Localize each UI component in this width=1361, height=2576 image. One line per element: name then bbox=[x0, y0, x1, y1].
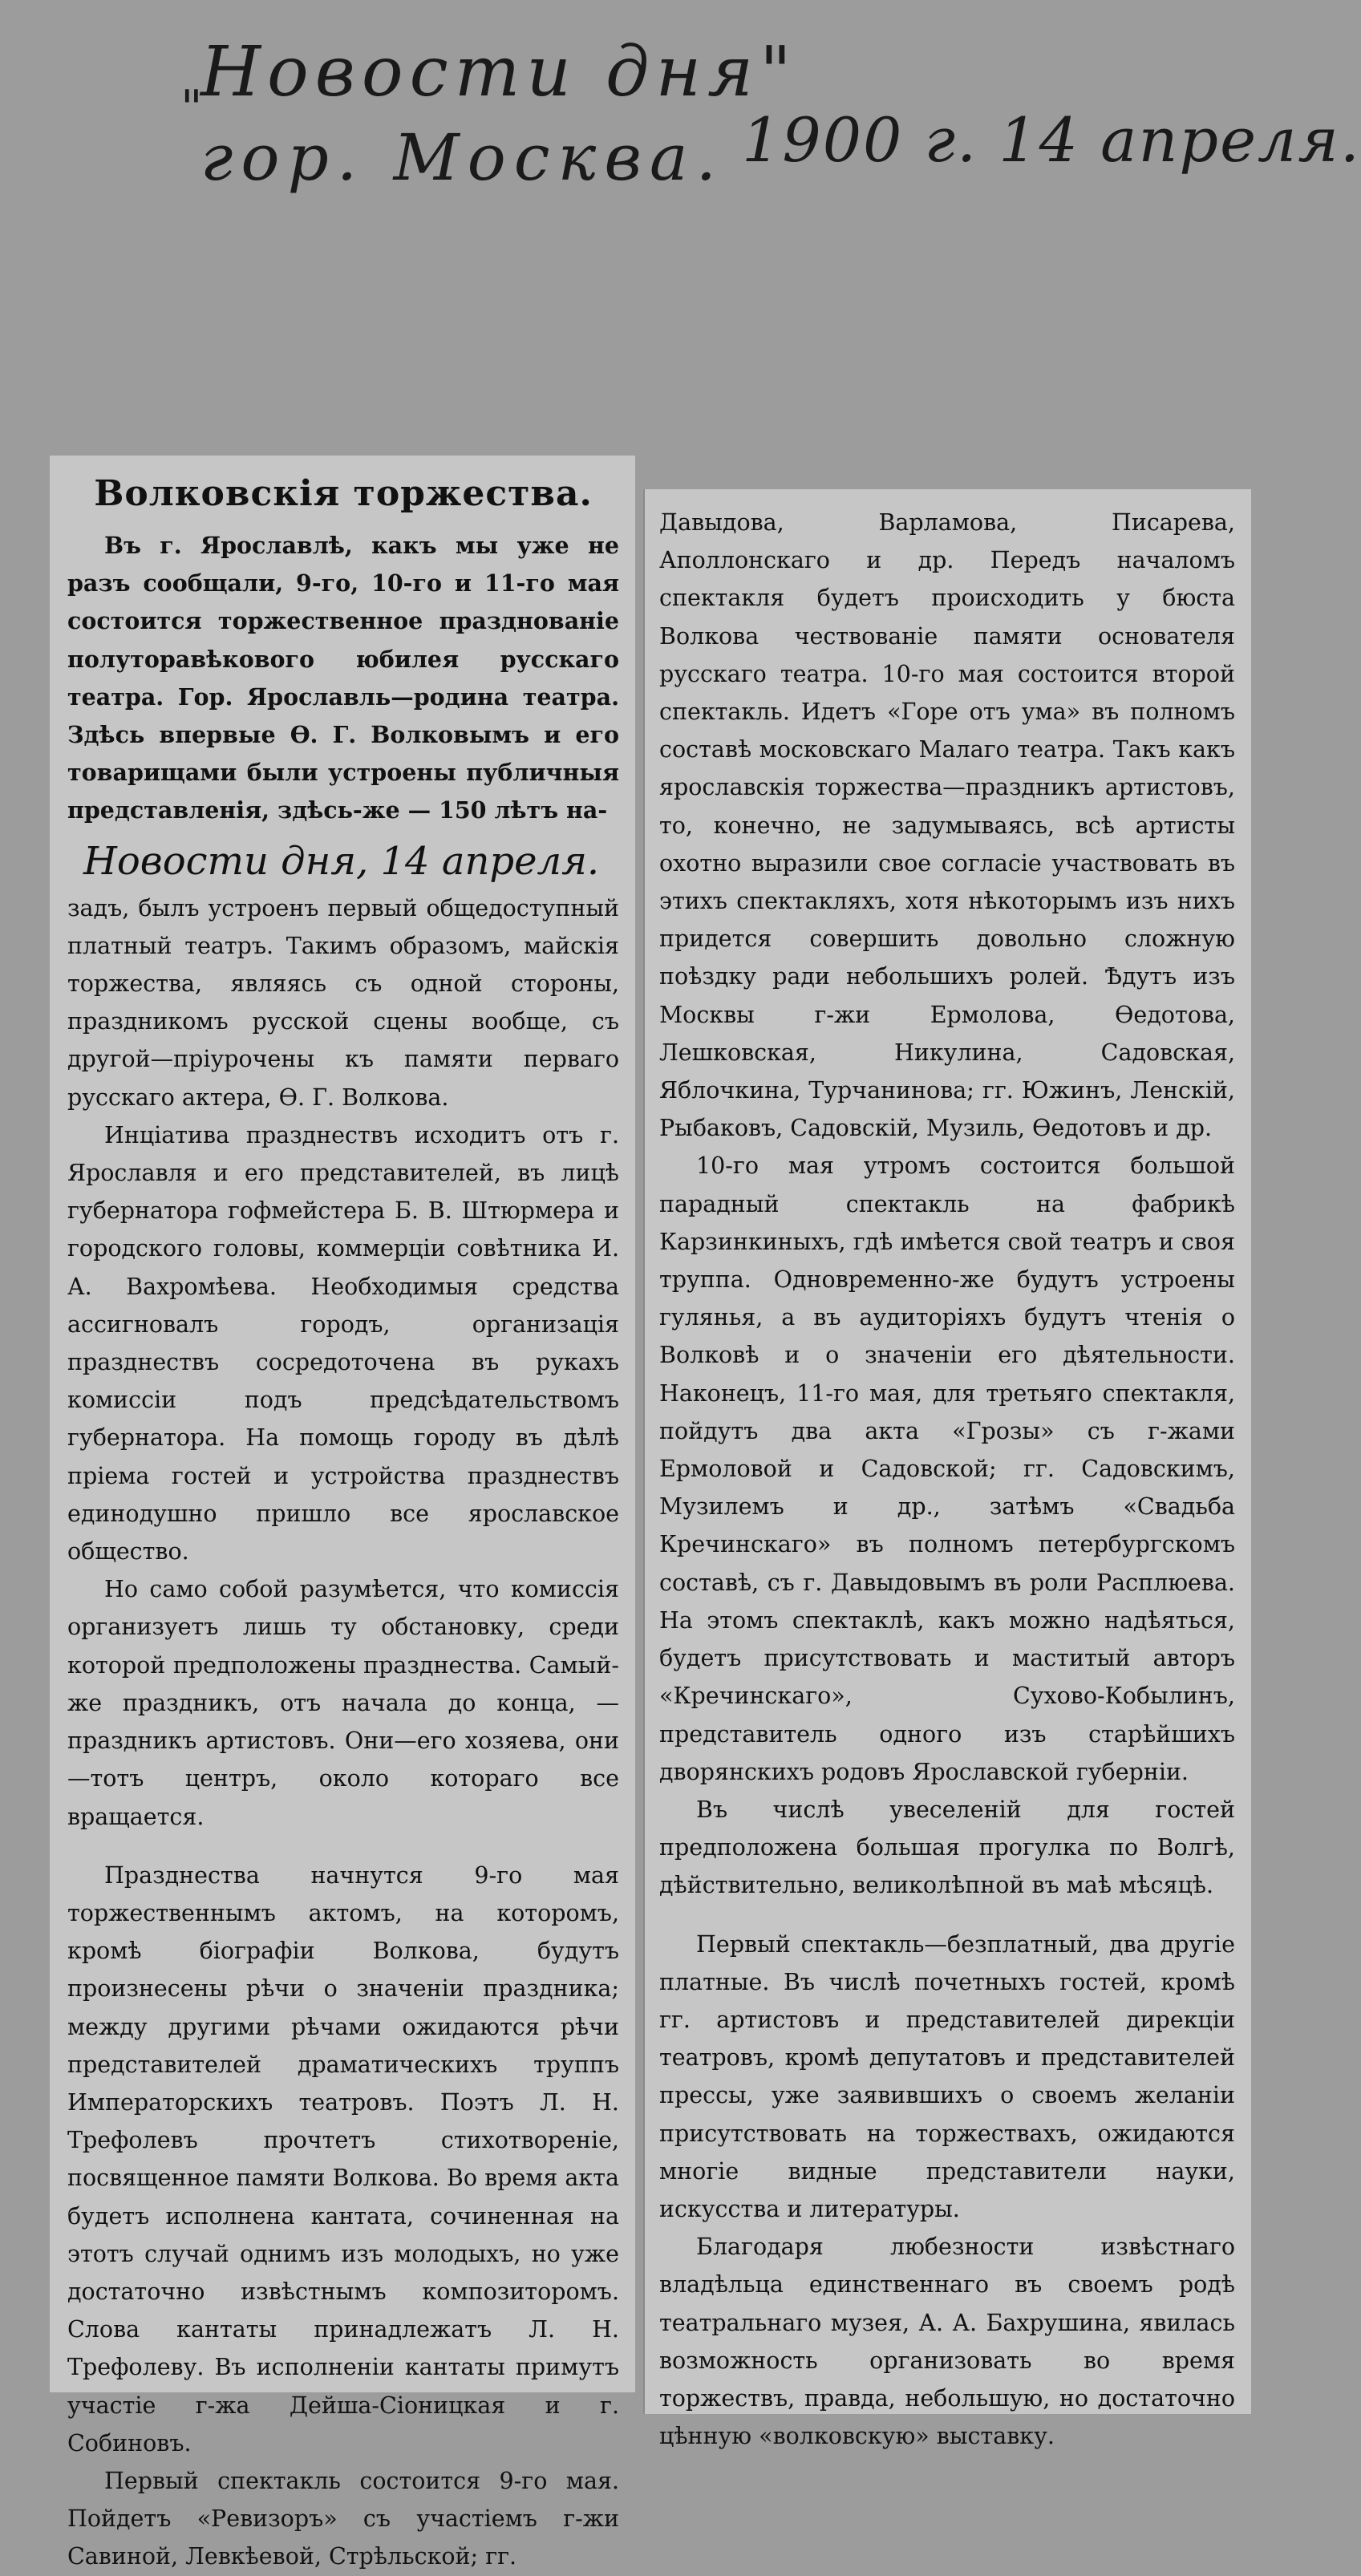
handwritten-date: 1900 г. 14 апреля. bbox=[742, 104, 1361, 176]
paragraph-left-5: Празднества начнутся 9-го мая торжественнымъ актомъ, на которомъ, кромѣ біографіи Волкова, будутъ произнесены рѣчи о значеніи праздника; между другими рѣчами ожидаются рѣчи представителей драматическихъ труппъ Императорскихъ театровъ. Поэтъ Л. Н. Трефолевъ прочтетъ стихотвореніе, посвященное памяти Волкова. Во время акта будетъ исполнена кантата, сочиненная на этотъ случай однимъ изъ молодыхъ, но уже достаточно извѣстнымъ композиторомъ. Слова кантаты принадлежатъ Л. Н. Трефолеву. Въ исполненіи кантаты примутъ участіе г-жа Дейша-Сіоницкая и г. Собиновъ. bbox=[67, 1861, 619, 2457]
paragraph-left-2: задъ, былъ устроенъ первый общедоступный платный театръ. Такимъ образомъ, майскія торжества, являясь съ одной стороны, праздникомъ русской сцены вообще, съ другой—пріурочены къ памяти перваго русскаго актера, Ѳ. Г. Волкова. bbox=[67, 894, 619, 1111]
handwritten-inline-note: Новости дня, 14 апреля. bbox=[83, 838, 600, 884]
clipping-left-column bbox=[50, 456, 635, 2570]
paragraph-intro: Въ г. Ярославлѣ, какъ мы уже не разъ сообщали, 9-го, 10-го и 11-го мая состоится торжественное празднованіе полуторавѣкового юбилея русскаго театра. Гор. Ярославль—родина театра. Здѣсь впервые Ѳ. Г. Волковымъ и его товарищами были устроены публичныя представленія, здѣсь-же — 150 лѣтъ на- bbox=[67, 532, 619, 824]
paragraph-right-4: Первый спектакль—безплатный, два другіе платные. Въ числѣ почетныхъ гостей, кромѣ гг. артистовъ и представителей дирекціи театровъ, кромѣ депутатовъ и представителей прессы, уже заявившихъ о своемъ желаніи присутствовать на торжествахъ, ожидаются многіе видные представители науки, искусства и литературы. bbox=[659, 1930, 1235, 2222]
clipping-right-column bbox=[643, 489, 1251, 2450]
handwritten-city: гор. Москва. bbox=[201, 120, 725, 195]
paragraph-right-3: Въ числѣ увеселеній для гостей предположена большая прогулка по Волгѣ, дѣйствительно, великолѣпной въ маѣ мѣсяцѣ. bbox=[659, 1796, 1235, 1899]
paragraph-left-4: Но само собой разумѣется, что комиссія организуетъ лишь ту обстановку, среди которой предположены празднества. Самый-же праздникъ, отъ начала до конца, —праздникъ артистовъ. Они—его хозяева, они—тотъ центръ, около котораго все вращается. bbox=[67, 1576, 619, 1830]
article-title: Волковскія торжества. bbox=[94, 473, 593, 514]
handwritten-newspaper-title: Новости дня" bbox=[201, 32, 798, 112]
paragraph-left-6: Первый спектакль состоится 9-го мая. Пойдетъ «Ревизоръ» съ участіемъ г-жи Савиной, Левкѣевой, Стрѣльской; гг. bbox=[67, 2467, 619, 2570]
paragraph-right-1: Давыдова, Варламова, Писарева, Аполлонскаго и др. Передъ началомъ спектакля будетъ происходить у бюста Волкова чествованіе памяти основателя русскаго театра. 10-го мая состоится второй спектакль. Идетъ «Горе отъ ума» въ полномъ составѣ московскаго Малаго театра. Такъ какъ ярославскія торжества—праздникъ артистовъ, то, конечно, не задумываясь, всѣ артисты охотно выразили свое согласіе участвовать въ этихъ спектакляхъ, хотя нѣкоторымъ изъ нихъ придется совершить довольно сложную поѣздку ради небольшихъ ролей. Ѣдутъ изъ Москвы г-жи Ермолова, Ѳедотова, Лешковская, Никулина, Садовская, Яблочкина, Турчанинова; гг. Южинъ, Ленскій, Рыбаковъ, Садовскій, Музиль, Ѳедотовъ и др. bbox=[659, 509, 1235, 1142]
paragraph-right-2: 10-го мая утромъ состоится большой парадный спектакль на фабрикѣ Карзинкиныхъ, гдѣ имѣется свой театръ и своя труппа. Одновременно-же будутъ устроены гулянья, а въ аудиторіяхъ будутъ чтенія о Волковѣ и о значеніи его дѣятельности. Наконецъ, 11-го мая, для третьяго спектакля, пойдутъ два акта «Грозы» съ г-жами Ермоловой и Садовской; гг. Садовскимъ, Музилемъ и др., затѣмъ «Свадьба Кречинскаго» въ полномъ петербургскомъ составѣ, съ г. Давыдовымъ въ роли Расплюева. На этомъ спектаклѣ, какъ можно надѣяться, будетъ присутствовать и маститый авторъ «Кречинскаго», Сухово-Кобылинъ, представитель одного изъ старѣйшихъ дворянскихъ родовъ Ярославской губерніи. bbox=[659, 1152, 1235, 1785]
paragraph-right-5: Благодаря любезности извѣстнаго владѣльца единственнаго въ своемъ родѣ театральнаго музея, А. А. Бахрушина, явилась возможность организовать во время торжествъ, правда, небольшую, но достаточно цѣнную «волковскую» выставку. bbox=[659, 2234, 1235, 2450]
handwritten-quote-mark: " bbox=[180, 80, 203, 136]
paragraph-left-3: Инціатива празднествъ исходитъ отъ г. Ярославля и его представителей, въ лицѣ губернатора гофмейстера Б. В. Штюрмера и городского головы, коммерціи совѣтника И. А. Вахромѣева. Необходимыя средства ассигновалъ городъ, организація празднествъ сосредоточена въ рукахъ комиссіи подъ предсѣдательствомъ губернатора. На помощь городу въ дѣлѣ пріема гостей и устройства празднествъ единодушно пришло все ярославское общество. bbox=[67, 1121, 619, 1565]
